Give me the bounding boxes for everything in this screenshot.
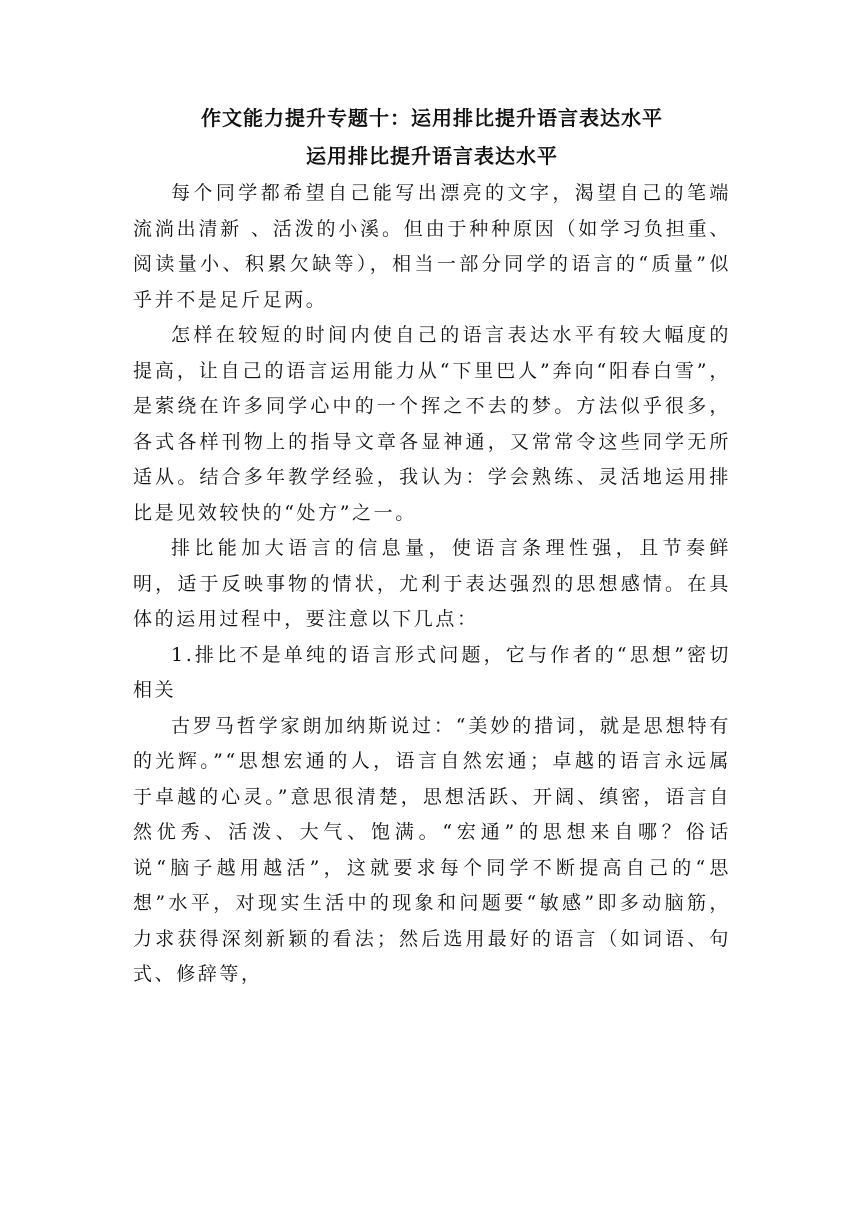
paragraph-question: 怎样在较短的时间内使自己的语言表达水平有较大幅度的提高，让自己的语言运用能力从“下里巴人”奔向“阳春白雪”，是萦绕在许多同学心中的一个挥之不去的梦。方法似乎很多，各式各样刊物上的指导文章各显神通，又常常令这些同学无所适从。结合多年教学经验，我认为：学会熟练、灵活地运用排比是见效较快的“处方”之一。 [133, 324, 731, 524]
document-title: 作文能力提升专题十：运用排比提升语言表达水平 [201, 106, 663, 130]
document-subtitle: 运用排比提升语言表达水平 [306, 144, 558, 168]
document-body [133, 100, 731, 993]
paragraph-intro: 每个同学都希望自己能写出漂亮的文字，渴望自己的笔端流淌出清新 、活泼的小溪。但由于种种原因（如学习负担重、阅读量小、积累欠缺等），相当一部分同学的语言的“质量”似乎并不是足斤足两。 [133, 182, 731, 311]
paragraph-point-1-body: 古罗马哲学家朗加纳斯说过：“美妙的措词，就是思想特有的光辉。”“思想宏通的人，语言自然宏通；卓越的语言永远属于卓越的心灵。”意思很清楚，思想活跃、开阔、缜密，语言自然优秀、活泼、大气、饱满。“宏通”的思想来自哪？俗话说“脑子越用越活”，这就要求每个同学不断提高自己的“思想”水平，对现实生活中的现象和问题要“敏感”即多动脑筋，力求获得深刻新颖的看法；然后选用最好的语言（如词语、句式、修辞等， [133, 714, 731, 985]
paragraph-point-1-heading: 1.排比不是单纯的语言形式问题，它与作者的“思想”密切相关 [133, 643, 731, 701]
paragraph-parallelism-benefits: 排比能加大语言的信息量，使语言条理性强，且节奏鲜明，适于反映事物的情状，尤利于表达强烈的思想感情。在具体的运用过程中，要注意以下几点： [133, 537, 731, 630]
